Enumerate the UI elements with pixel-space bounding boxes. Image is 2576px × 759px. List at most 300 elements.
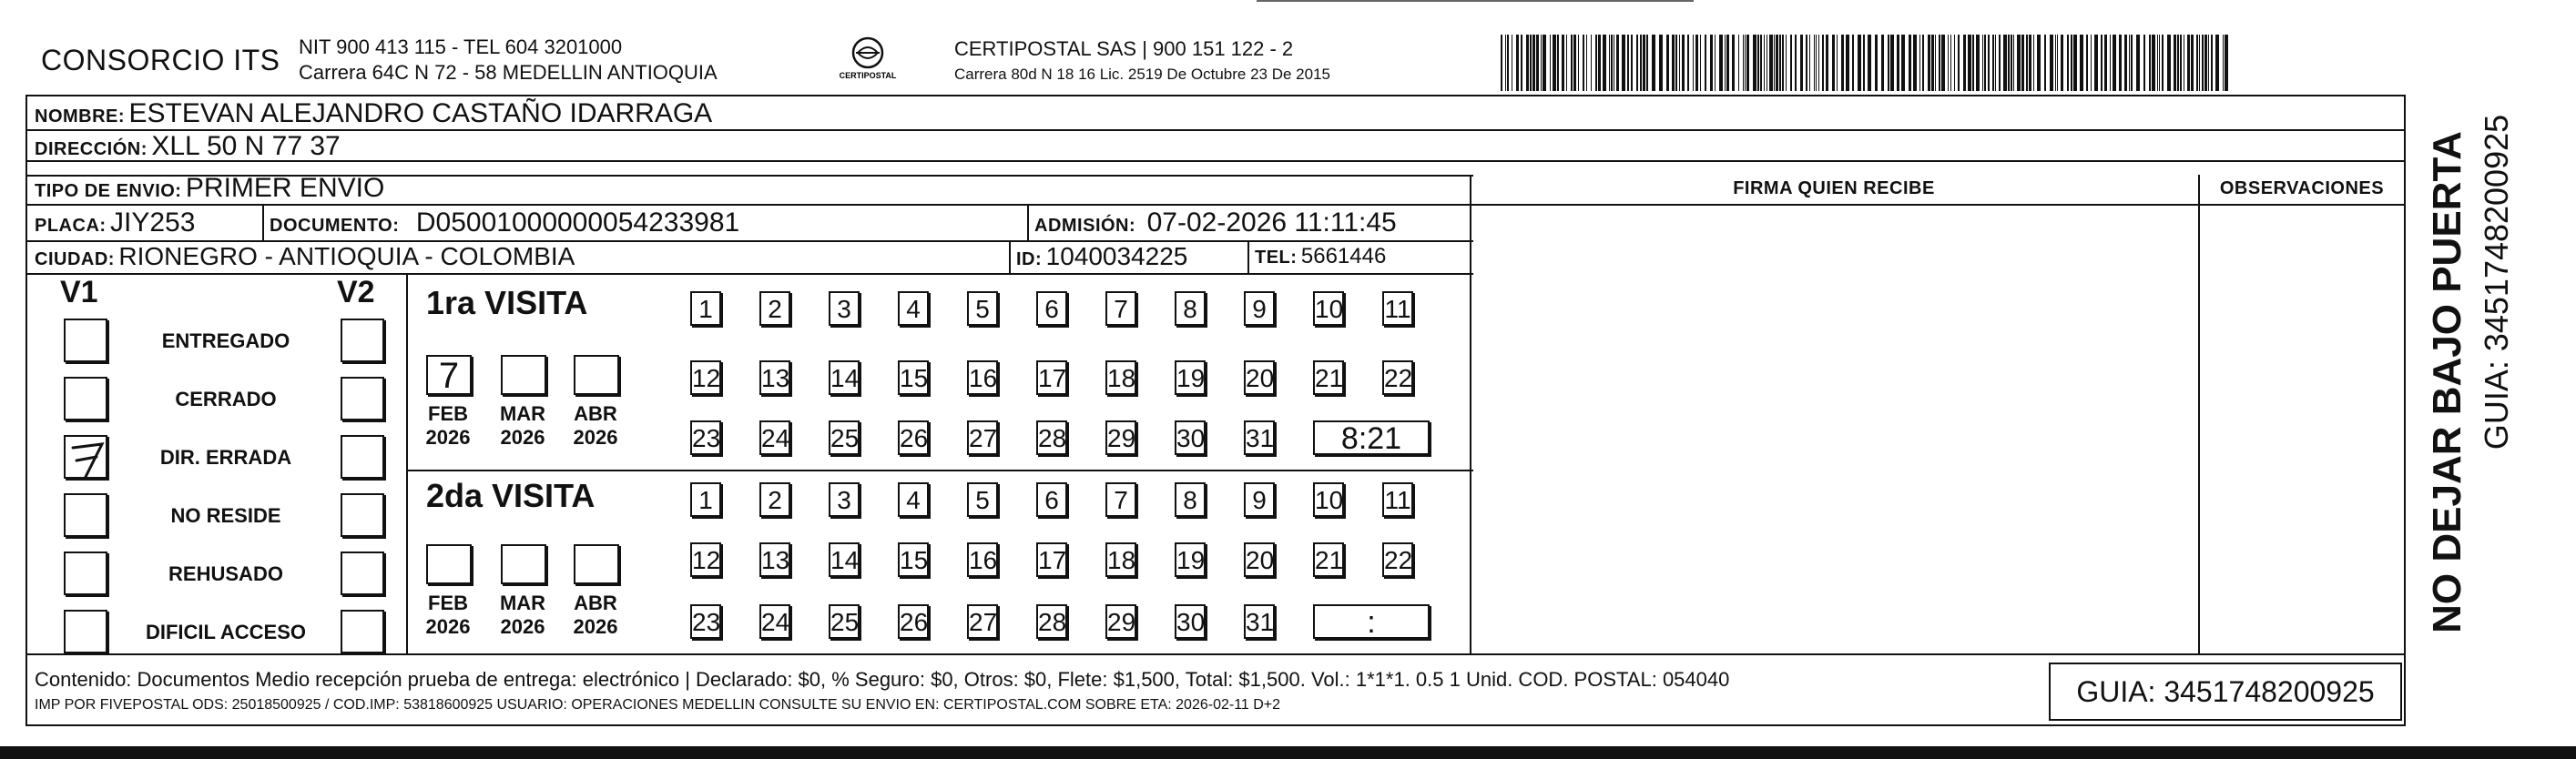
barcode-bar [2080, 35, 2083, 91]
carrier-info [954, 36, 1330, 87]
month-label: FEB [428, 592, 468, 614]
day-box: 15 [898, 360, 929, 395]
barcode-bar [1941, 35, 1945, 91]
barcode-bar [1687, 35, 1689, 91]
barcode-bar [1922, 35, 1924, 91]
day-box: 24 [759, 420, 790, 455]
tel-row [1255, 244, 1386, 269]
barcode-bar [1693, 35, 1694, 91]
v1-checkbox [64, 552, 107, 595]
barcode-bar [2061, 35, 2063, 91]
month-label: MAR [499, 402, 546, 425]
day-box: 14 [829, 542, 860, 577]
month-label: FEB [428, 402, 468, 425]
day-box: 25 [829, 420, 860, 455]
v2-checkbox [341, 319, 384, 362]
barcode-bar [1591, 35, 1592, 91]
ciudad-value: RIONEGRO - ANTIOQUIA - COLOMBIA [118, 242, 575, 270]
barcode-bar [2017, 35, 2021, 91]
barcode-bar [2008, 35, 2010, 91]
barcode-bar [2071, 35, 2072, 91]
admision-row [1034, 207, 1397, 238]
barcode-bar [1992, 35, 1994, 91]
barcode-bar [1536, 35, 1539, 91]
barcode-bar [1760, 35, 1762, 91]
barcode-bar [1863, 35, 1865, 91]
day-box: 2 [759, 291, 790, 326]
barcode-bar [1679, 35, 1680, 91]
day-box: 24 [759, 604, 790, 639]
barcode-bar [1881, 35, 1884, 91]
logo-text: CERTIPOSTAL [839, 71, 897, 80]
barcode-bar [1631, 35, 1633, 91]
year-label: 2026 [425, 426, 471, 449]
day-box: 28 [1036, 420, 1067, 455]
nombre-label: NOMBRE: [35, 106, 126, 126]
barcode-bar [1982, 35, 1983, 91]
id-label: ID: [1016, 249, 1043, 269]
day-box: 28 [1036, 604, 1067, 639]
v2-checkbox [341, 493, 384, 537]
barcode-bar [1719, 35, 1723, 91]
status-label: REHUSADO [168, 562, 283, 585]
company-info [299, 35, 718, 86]
barcode-bar [1890, 35, 1894, 91]
barcode-bar [1583, 35, 1584, 91]
barcode-bar [1738, 35, 1739, 91]
day-box: 5 [967, 291, 998, 326]
year-label: 2026 [500, 615, 545, 638]
nombre-value: ESTEVAN ALEJANDRO CASTAÑO IDARRAGA [128, 98, 713, 128]
barcode-bar [1931, 35, 1934, 91]
day-box: 26 [898, 604, 929, 639]
day-box: 22 [1382, 542, 1413, 577]
month-checkbox [501, 544, 546, 584]
barcode-bar [1695, 35, 1698, 91]
ciudad-row [35, 242, 575, 271]
barcode-bar [1743, 35, 1744, 91]
tipo-label: TIPO DE ENVIO: [35, 181, 182, 201]
rule [406, 470, 1473, 471]
day-box: 30 [1175, 420, 1206, 455]
barcode-bar [1672, 35, 1675, 91]
rule [2198, 175, 2200, 653]
day-box: 8 [1175, 291, 1206, 326]
barcode-bar [1999, 35, 2001, 91]
day-box: 3 [829, 291, 860, 326]
v1-checkbox [64, 319, 107, 362]
month-checkbox [574, 355, 619, 395]
barcode-bar [2057, 35, 2058, 91]
barcode-bar [2174, 35, 2176, 91]
barcode-bar [1790, 35, 1792, 91]
barcode-bar [2091, 35, 2092, 91]
barcode-bar [1746, 35, 1749, 91]
barcode-bar [2124, 35, 2127, 91]
first-visit-label: 1ra VISITA [426, 284, 588, 321]
day-box: 4 [898, 291, 929, 326]
top-edge-line [1257, 0, 1694, 2]
v1-checkbox [64, 377, 107, 420]
year-label: 2026 [573, 426, 618, 449]
month-label: MAR [499, 592, 546, 614]
barcode-bar [1622, 35, 1625, 91]
day-box: 5 [967, 482, 998, 517]
year-label: 2026 [425, 615, 471, 638]
barcode-bar [1705, 35, 1706, 91]
rule [1009, 240, 1011, 273]
status-label: DIFICIL ACCESO [145, 621, 306, 643]
rule [25, 204, 2406, 206]
barcode-bar [1725, 35, 1726, 91]
barcode-bar [2094, 35, 2098, 91]
barcode-bar [2196, 35, 2198, 91]
v2-checkbox [341, 435, 384, 479]
day-box: 14 [829, 360, 860, 395]
status-label: ENTREGADO [161, 329, 290, 352]
month-checkbox [574, 544, 619, 584]
barcode-bar [2131, 35, 2133, 91]
day-box: 16 [967, 360, 998, 395]
time-box: : [1313, 604, 1430, 639]
barcode-bar [1950, 35, 1951, 91]
barcode-bar [2029, 35, 2031, 91]
direccion-row [35, 131, 341, 162]
day-box: 9 [1244, 291, 1275, 326]
carrier-license: Carrera 80d N 18 16 Lic. 2519 De Octubre 23 De 2015 [954, 66, 1330, 83]
day-box: 9 [1244, 482, 1275, 517]
barcode-bar [1935, 35, 1936, 91]
barcode-bar [2050, 35, 2053, 91]
day-box: 13 [759, 360, 790, 395]
barcode-bar [2223, 35, 2224, 91]
barcode-bar [2208, 35, 2209, 91]
barcode-bar [1782, 35, 1784, 91]
day-box: 17 [1036, 542, 1067, 577]
day-box: 1 [690, 291, 721, 326]
barcode-bar [2204, 35, 2207, 91]
barcode-bar [1732, 35, 1735, 91]
barcode-bar [2202, 35, 2204, 91]
day-box: 8 [1175, 482, 1206, 517]
barcode-bar [2055, 35, 2056, 91]
barcode-bar [1578, 35, 1579, 91]
day-box: 29 [1105, 420, 1136, 455]
barcode-bar [1595, 35, 1597, 91]
barcode-bar [1816, 35, 1817, 91]
status-label: DIR. ERRADA [159, 446, 292, 469]
barcode-bar [1550, 35, 1551, 91]
day-box: 11 [1382, 291, 1413, 326]
v1-checkbox [64, 493, 107, 537]
certipostal-logo [838, 35, 898, 86]
barcode-bar [2104, 35, 2107, 91]
barcode-bar [1501, 35, 1502, 91]
barcode-bar [1764, 35, 1765, 91]
day-box: 7 [1105, 291, 1136, 326]
day-box: 27 [967, 604, 998, 639]
barcode-bar [1837, 35, 1838, 91]
day-box: 21 [1313, 360, 1344, 395]
barcode-bar [2199, 35, 2200, 91]
barcode-bar [1526, 35, 1529, 91]
day-box: 30 [1175, 604, 1206, 639]
month-checkbox [501, 355, 546, 395]
day-box: 20 [1244, 542, 1275, 577]
barcode-bar [1776, 35, 1778, 91]
barcode-bar [1611, 35, 1613, 91]
barcode-bar [2191, 35, 2194, 91]
status-label: CERRADO [175, 388, 277, 410]
firma-header: FIRMA QUIEN RECIBE [1733, 178, 1935, 198]
barcode-bar [1573, 35, 1576, 91]
rule [406, 273, 408, 653]
day-box: 23 [690, 420, 721, 455]
barcode-bar [1640, 35, 1642, 91]
barcode-bar [1852, 35, 1854, 91]
barcode-bar [2215, 35, 2219, 91]
year-label: 2026 [500, 426, 545, 449]
barcode-bar [1988, 35, 1990, 91]
v2-checkbox [341, 377, 384, 420]
second-visit-label: 2da VISITA [426, 477, 596, 514]
month-mark: 7 [438, 356, 460, 396]
v1-checkbox [64, 610, 107, 653]
barcode-bar [1806, 35, 1807, 91]
barcode-bar [1948, 35, 1949, 91]
barcode-bar [2003, 35, 2007, 91]
year-label: 2026 [573, 615, 618, 638]
barcode-bar [1984, 35, 1986, 91]
day-box: 19 [1175, 542, 1206, 577]
barcode-bar [2180, 35, 2182, 91]
barcode-bar [2044, 35, 2046, 91]
barcode-bar [2167, 35, 2171, 91]
barcode-bar [2157, 35, 2158, 91]
barcode-bar [1636, 35, 1638, 91]
carrier-line: CERTIPOSTAL SAS | 900 151 122 - 2 [954, 37, 1294, 60]
rule [262, 204, 264, 240]
print-details: IMP POR FIVEPOSTAL ODS: 25018500925 / COD.IMP: 53818600925 USUARIO: OPERACIONES MEDELLIN CONSULTE SU ENVIO EN: CERTIPOSTAL.COM SOBRE ETA: 2026-02-11 D+2 [35, 697, 1281, 713]
barcode-bar [2033, 35, 2034, 91]
barcode-bar [1715, 35, 1716, 91]
day-box: 7 [1105, 482, 1136, 517]
barcode-bar [1643, 35, 1645, 91]
barcode-bar [1958, 35, 1960, 91]
barcode-bar [1795, 35, 1797, 91]
barcode-bar [1809, 35, 1810, 91]
day-box: 18 [1105, 360, 1136, 395]
admision-label: ADMISIÓN: [1034, 216, 1136, 236]
barcode-bar [1928, 35, 1930, 91]
day-box: 23 [690, 604, 721, 639]
v2-checkbox [341, 552, 384, 595]
barcode-bar [1710, 35, 1713, 91]
rule [25, 160, 2406, 162]
observaciones-header: OBSERVACIONES [2219, 178, 2385, 198]
barcode-bar [1745, 35, 1746, 91]
barcode-bar [1901, 35, 1905, 91]
barcode-bar [1541, 35, 1542, 91]
rule [25, 273, 1473, 275]
barcode-bar [1779, 35, 1781, 91]
barcode-bar [2162, 35, 2164, 91]
barcode-bar [2177, 35, 2179, 91]
day-box: 19 [1175, 360, 1206, 395]
barcode-bar [2113, 35, 2116, 91]
barcode-bar [2129, 35, 2130, 91]
nit-line: NIT 900 413 115 - TEL 604 3201000 [299, 35, 623, 58]
barcode-bar [1659, 35, 1663, 91]
barcode-bar [1516, 35, 1519, 91]
bottom-edge [0, 746, 2576, 759]
barcode-bar [2152, 35, 2155, 91]
barcode-bar [1646, 35, 1648, 91]
barcode-bar [2187, 35, 2190, 91]
guia-number: GUIA: 3451748200925 [2049, 663, 2402, 721]
barcode-bar [1858, 35, 1861, 91]
barcode-bar [1919, 35, 1920, 91]
barcode-bar [1543, 35, 1546, 91]
status-label: NO RESIDE [170, 504, 281, 527]
tipo-row [35, 173, 384, 204]
side-warning: NO DEJAR BAJO PUERTA [2425, 131, 2469, 633]
barcode-bar [1652, 35, 1655, 91]
barcode-bar [2110, 35, 2111, 91]
barcode-bar [1913, 35, 1917, 91]
barcode-bar [2149, 35, 2151, 91]
barcode-bar [1822, 35, 1824, 91]
rule [1247, 240, 1249, 273]
direccion-value: XLL 50 N 77 37 [151, 131, 341, 161]
day-box: 22 [1382, 360, 1413, 395]
id-row [1016, 242, 1187, 271]
day-box: 1 [690, 482, 721, 517]
barcode-bar [1814, 35, 1815, 91]
v2-checkbox [341, 610, 384, 653]
barcode-bar [1954, 35, 1955, 91]
barcode-bar [1786, 35, 1787, 91]
day-box: 18 [1105, 542, 1136, 577]
barcode-bar [1571, 35, 1573, 91]
nombre-row [35, 98, 712, 129]
documento-row [270, 207, 739, 238]
day-box: 20 [1244, 360, 1275, 395]
documento-label: DOCUMENTO: [270, 216, 400, 236]
barcode-bar [1616, 35, 1619, 91]
handwritten-mark-icon [66, 437, 109, 481]
barcode-bar [1868, 35, 1871, 91]
barcode-bar [2037, 35, 2041, 91]
barcode-bar [1562, 35, 1564, 91]
content-details: Contenido: Documentos Medio recepción prueba de entrega: electrónico | Declarado: $0, % Seguro: $0, Otros: $0, Flete: $1,500, Total: $1,500. Vol.: 1*1*1. 0.5 1 Unid. COD. POSTAL: 054040 [35, 668, 1730, 691]
company-address: Carrera 64C N 72 - 58 MEDELLIN ANTIOQUIA [299, 61, 718, 84]
day-box: 26 [898, 420, 929, 455]
barcode-bar [1505, 35, 1506, 91]
barcode-bar [2119, 35, 2122, 91]
day-box: 31 [1244, 604, 1275, 639]
tel-value: 5661446 [1300, 244, 1387, 268]
placa-value: JIY253 [110, 207, 196, 238]
documento-value: D05001000000054233981 [415, 207, 740, 238]
barcode-bar [1521, 35, 1522, 91]
day-box: 25 [829, 604, 860, 639]
day-box: 16 [967, 542, 998, 577]
barcode-bar [1609, 35, 1610, 91]
placa-row [35, 207, 195, 238]
barcode-bar [2101, 35, 2103, 91]
barcode-bar [2021, 35, 2024, 91]
barcode-bar [2159, 35, 2160, 91]
month-label: ABR [574, 402, 617, 425]
rule [25, 653, 2406, 655]
barcode-bar [1976, 35, 1980, 91]
barcode-bar [1826, 35, 1828, 91]
day-box: 17 [1036, 360, 1067, 395]
day-box: 21 [1313, 542, 1344, 577]
rule [1027, 204, 1029, 240]
day-box: 12 [690, 360, 721, 395]
barcode [1501, 35, 2229, 91]
barcode-bar [1897, 35, 1899, 91]
barcode-bar [1682, 35, 1685, 91]
barcode-bar [2211, 35, 2213, 91]
barcode-bar [1995, 35, 1996, 91]
admision-value: 07-02-2026 11:11:45 [1146, 207, 1397, 238]
barcode-bar [1532, 35, 1535, 91]
barcode-bar [1557, 35, 1559, 91]
barcode-bar [1875, 35, 1878, 91]
day-box: 10 [1313, 291, 1344, 326]
barcode-bar [1627, 35, 1629, 91]
day-box: 11 [1382, 482, 1413, 517]
barcode-bar [2073, 35, 2077, 91]
v1-checkbox [64, 435, 107, 479]
barcode-bar [1666, 35, 1669, 91]
barcode-bar [1553, 35, 1556, 91]
day-box: 6 [1036, 291, 1067, 326]
barcode-bar [1888, 35, 1889, 91]
id-value: 1040034225 [1045, 242, 1188, 270]
ciudad-label: CIUDAD: [35, 249, 115, 269]
barcode-bar [2011, 35, 2012, 91]
barcode-bar [1603, 35, 1606, 91]
day-box: 2 [759, 482, 790, 517]
barcode-bar [1774, 35, 1775, 91]
barcode-bar [1566, 35, 1567, 91]
day-box: 29 [1105, 604, 1136, 639]
day-box: 3 [829, 482, 860, 517]
barcode-bar [1939, 35, 1940, 91]
barcode-bar [1726, 35, 1729, 91]
barcode-bar [1769, 35, 1773, 91]
barcode-bar [1700, 35, 1701, 91]
barcode-bar [1507, 35, 1509, 91]
month-checkbox [426, 355, 472, 395]
barcode-bar [1832, 35, 1835, 91]
day-box: 27 [967, 420, 998, 455]
barcode-bar [1841, 35, 1844, 91]
barcode-bar [2225, 35, 2228, 91]
barcode-bar [2026, 35, 2028, 91]
barcode-bar [1757, 35, 1759, 91]
barcode-bar [1586, 35, 1587, 91]
barcode-bar [1675, 35, 1677, 91]
barcode-bar [1846, 35, 1849, 91]
placa-label: PLACA: [35, 216, 107, 236]
barcode-bar [2136, 35, 2140, 91]
company-name: CONSORCIO ITS [41, 44, 280, 76]
